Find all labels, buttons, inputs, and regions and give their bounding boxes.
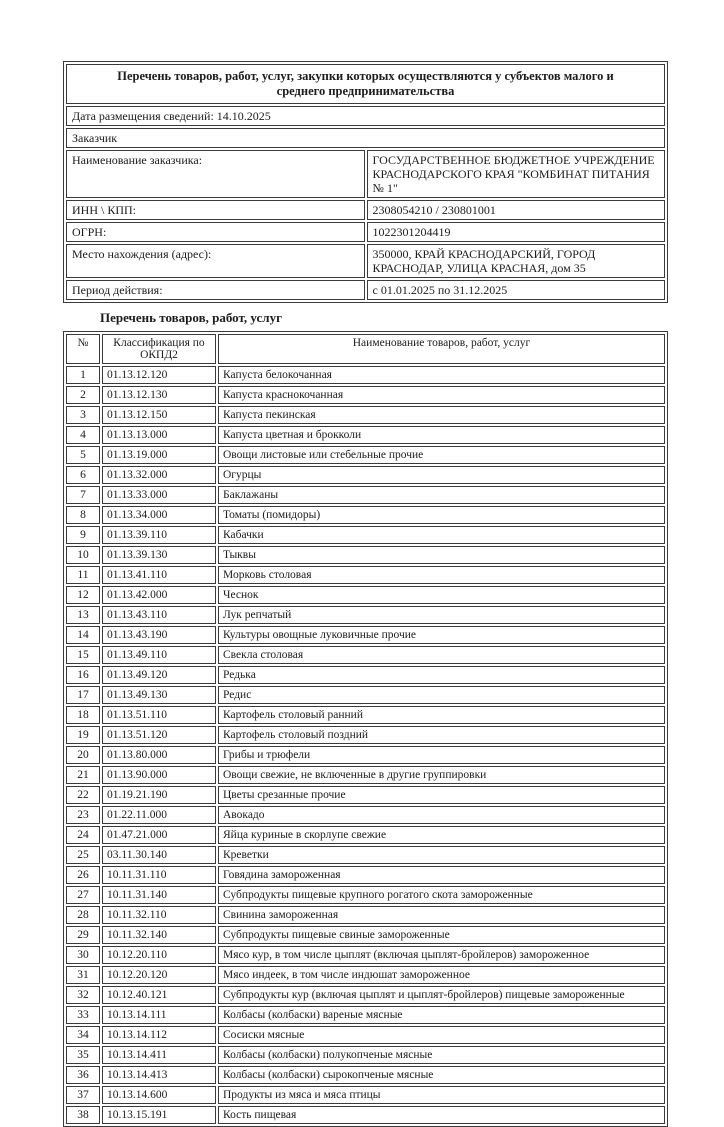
item-name: Свекла столовая xyxy=(218,646,665,664)
item-name: Редька xyxy=(218,666,665,684)
item-row xyxy=(66,926,665,944)
item-number: 30 xyxy=(66,946,100,964)
item-row xyxy=(66,386,665,404)
item-number: 1 xyxy=(66,366,100,384)
item-number: 9 xyxy=(66,526,100,544)
item-okpd2-code: 10.12.20.120 xyxy=(102,966,216,984)
items-table-body xyxy=(66,366,665,1124)
item-row xyxy=(66,826,665,844)
item-row xyxy=(66,726,665,744)
item-name: Капуста пекинская xyxy=(218,406,665,424)
item-row xyxy=(66,606,665,624)
item-row xyxy=(66,866,665,884)
item-row xyxy=(66,506,665,524)
item-row xyxy=(66,1006,665,1024)
item-okpd2-code: 03.11.30.140 xyxy=(102,846,216,864)
item-name: Авокадо xyxy=(218,806,665,824)
item-number: 32 xyxy=(66,986,100,1004)
item-okpd2-code: 10.13.14.112 xyxy=(102,1026,216,1044)
item-name: Кость пищевая xyxy=(218,1106,665,1124)
info-label: Место нахождения (адрес): xyxy=(66,244,365,278)
item-row xyxy=(66,446,665,464)
item-row xyxy=(66,1066,665,1084)
item-number: 10 xyxy=(66,546,100,564)
item-number: 17 xyxy=(66,686,100,704)
item-row xyxy=(66,466,665,484)
item-row xyxy=(66,546,665,564)
item-name: Мясо кур, в том числе цыплят (включая цыплят-бройлеров) замороженное xyxy=(218,946,665,964)
item-okpd2-code: 01.13.42.000 xyxy=(102,586,216,604)
item-okpd2-code: 01.13.12.130 xyxy=(102,386,216,404)
info-value: с 01.01.2025 по 31.12.2025 xyxy=(367,280,666,300)
item-okpd2-code: 01.13.43.190 xyxy=(102,626,216,644)
item-row xyxy=(66,886,665,904)
item-okpd2-code: 01.47.21.000 xyxy=(102,826,216,844)
item-okpd2-code: 01.13.49.130 xyxy=(102,686,216,704)
info-row xyxy=(66,280,665,300)
info-text: Дата размещения сведений: 14.10.2025 xyxy=(66,106,665,126)
info-label: Наименование заказчика: xyxy=(66,150,365,198)
item-row xyxy=(66,566,665,584)
item-name: Культуры овощные луковичные прочие xyxy=(218,626,665,644)
item-number: 6 xyxy=(66,466,100,484)
item-row xyxy=(66,746,665,764)
item-number: 31 xyxy=(66,966,100,984)
info-row xyxy=(66,106,665,126)
item-okpd2-code: 01.13.80.000 xyxy=(102,746,216,764)
item-name: Свинина замороженная xyxy=(218,906,665,924)
item-row xyxy=(66,626,665,644)
item-name: Редис xyxy=(218,686,665,704)
item-number: 24 xyxy=(66,826,100,844)
item-okpd2-code: 01.13.32.000 xyxy=(102,466,216,484)
item-number: 26 xyxy=(66,866,100,884)
item-number: 8 xyxy=(66,506,100,524)
item-row xyxy=(66,946,665,964)
item-number: 38 xyxy=(66,1106,100,1124)
info-value: ГОСУДАРСТВЕННОЕ БЮДЖЕТНОЕ УЧРЕЖДЕНИЕ КРАСНОДАРСКОГО КРАЯ "КОМБИНАТ ПИТАНИЯ № 1" xyxy=(367,150,666,198)
info-row xyxy=(66,128,665,148)
item-number: 3 xyxy=(66,406,100,424)
item-name: Субпродукты пищевые крупного рогатого скота замороженные xyxy=(218,886,665,904)
item-number: 21 xyxy=(66,766,100,784)
info-value: 350000, КРАЙ КРАСНОДАРСКИЙ, ГОРОД КРАСНОДАР, УЛИЦА КРАСНАЯ, дом 35 xyxy=(367,244,666,278)
item-number: 11 xyxy=(66,566,100,584)
item-okpd2-code: 01.13.12.150 xyxy=(102,406,216,424)
column-header-name: Наименование товаров, работ, услуг xyxy=(218,334,665,364)
item-okpd2-code: 01.13.12.120 xyxy=(102,366,216,384)
item-number: 5 xyxy=(66,446,100,464)
item-row xyxy=(66,986,665,1004)
info-value: 1022301204419 xyxy=(367,222,666,242)
item-name: Баклажаны xyxy=(218,486,665,504)
section-heading: Перечень товаров, работ, услуг xyxy=(100,310,282,325)
item-okpd2-code: 01.13.34.000 xyxy=(102,506,216,524)
info-value: 2308054210 / 230801001 xyxy=(367,200,666,220)
item-number: 19 xyxy=(66,726,100,744)
item-name: Капуста цветная и брокколи xyxy=(218,426,665,444)
item-name: Колбасы (колбаски) вареные мясные xyxy=(218,1006,665,1024)
item-row xyxy=(66,786,665,804)
item-okpd2-code: 10.13.14.413 xyxy=(102,1066,216,1084)
info-text: Заказчик xyxy=(66,128,665,148)
item-row xyxy=(66,1026,665,1044)
info-table xyxy=(63,61,668,303)
item-row xyxy=(66,1106,665,1124)
item-name: Овощи свежие, не включенные в другие группировки xyxy=(218,766,665,784)
item-okpd2-code: 10.12.40.121 xyxy=(102,986,216,1004)
item-number: 22 xyxy=(66,786,100,804)
item-okpd2-code: 10.11.32.110 xyxy=(102,906,216,924)
item-okpd2-code: 01.13.33.000 xyxy=(102,486,216,504)
item-okpd2-code: 10.13.14.600 xyxy=(102,1086,216,1104)
item-name: Картофель столовый ранний xyxy=(218,706,665,724)
item-name: Лук репчатый xyxy=(218,606,665,624)
item-okpd2-code: 10.11.31.140 xyxy=(102,886,216,904)
item-name: Капуста краснокочанная xyxy=(218,386,665,404)
item-number: 7 xyxy=(66,486,100,504)
item-number: 12 xyxy=(66,586,100,604)
document-title: Перечень товаров, работ, услуг, закупки которых осуществляются у субъектов малого и среднего предпринимательства xyxy=(66,64,665,104)
item-okpd2-code: 01.13.41.110 xyxy=(102,566,216,584)
item-okpd2-code: 10.13.14.111 xyxy=(102,1006,216,1024)
item-okpd2-code: 01.13.39.130 xyxy=(102,546,216,564)
item-okpd2-code: 01.13.51.120 xyxy=(102,726,216,744)
item-number: 35 xyxy=(66,1046,100,1064)
item-okpd2-code: 01.13.49.120 xyxy=(102,666,216,684)
item-row xyxy=(66,666,665,684)
item-okpd2-code: 10.11.32.140 xyxy=(102,926,216,944)
item-name: Морковь столовая xyxy=(218,566,665,584)
item-okpd2-code: 01.13.43.110 xyxy=(102,606,216,624)
info-label: Период действия: xyxy=(66,280,365,300)
info-label: ОГРН: xyxy=(66,222,365,242)
item-name: Говядина замороженная xyxy=(218,866,665,884)
info-row xyxy=(66,200,665,220)
item-name: Сосиски мясные xyxy=(218,1026,665,1044)
column-header-number: № xyxy=(66,334,100,364)
item-number: 15 xyxy=(66,646,100,664)
item-row xyxy=(66,1046,665,1064)
info-table-body xyxy=(66,64,665,300)
item-number: 27 xyxy=(66,886,100,904)
item-number: 4 xyxy=(66,426,100,444)
item-row xyxy=(66,686,665,704)
item-name: Цветы срезанные прочие xyxy=(218,786,665,804)
item-name: Яйца куриные в скорлупе свежие xyxy=(218,826,665,844)
item-row xyxy=(66,366,665,384)
items-header-row xyxy=(66,334,665,364)
item-number: 14 xyxy=(66,626,100,644)
info-title-row xyxy=(66,64,665,104)
item-row xyxy=(66,706,665,724)
info-row xyxy=(66,222,665,242)
item-okpd2-code: 01.13.19.000 xyxy=(102,446,216,464)
item-number: 28 xyxy=(66,906,100,924)
item-okpd2-code: 10.13.14.411 xyxy=(102,1046,216,1064)
item-okpd2-code: 01.13.39.110 xyxy=(102,526,216,544)
item-name: Капуста белокочанная xyxy=(218,366,665,384)
item-row xyxy=(66,586,665,604)
item-number: 29 xyxy=(66,926,100,944)
item-okpd2-code: 01.13.49.110 xyxy=(102,646,216,664)
item-row xyxy=(66,966,665,984)
item-okpd2-code: 01.22.11.000 xyxy=(102,806,216,824)
item-row xyxy=(66,646,665,664)
item-row xyxy=(66,806,665,824)
item-number: 20 xyxy=(66,746,100,764)
info-row xyxy=(66,244,665,278)
item-name: Субпродукты пищевые свиные замороженные xyxy=(218,926,665,944)
item-number: 16 xyxy=(66,666,100,684)
item-name: Огурцы xyxy=(218,466,665,484)
item-row xyxy=(66,766,665,784)
item-number: 33 xyxy=(66,1006,100,1024)
item-name: Продукты из мяса и мяса птицы xyxy=(218,1086,665,1104)
item-number: 36 xyxy=(66,1066,100,1084)
item-okpd2-code: 01.13.13.000 xyxy=(102,426,216,444)
item-name: Колбасы (колбаски) полукопченые мясные xyxy=(218,1046,665,1064)
item-okpd2-code: 01.13.51.110 xyxy=(102,706,216,724)
item-name: Картофель столовый поздний xyxy=(218,726,665,744)
item-name: Мясо индеек, в том числе индюшат замороженное xyxy=(218,966,665,984)
item-name: Грибы и трюфели xyxy=(218,746,665,764)
item-okpd2-code: 10.11.31.110 xyxy=(102,866,216,884)
item-okpd2-code: 10.13.15.191 xyxy=(102,1106,216,1124)
item-name: Креветки xyxy=(218,846,665,864)
item-number: 37 xyxy=(66,1086,100,1104)
item-row xyxy=(66,846,665,864)
item-name: Овощи листовые или стебельные прочие xyxy=(218,446,665,464)
item-name: Субпродукты кур (включая цыплят и цыплят-бройлеров) пищевые замороженные xyxy=(218,986,665,1004)
item-name: Томаты (помидоры) xyxy=(218,506,665,524)
item-number: 23 xyxy=(66,806,100,824)
item-number: 34 xyxy=(66,1026,100,1044)
item-row xyxy=(66,1086,665,1104)
item-row xyxy=(66,406,665,424)
item-number: 13 xyxy=(66,606,100,624)
item-name: Чеснок xyxy=(218,586,665,604)
item-number: 18 xyxy=(66,706,100,724)
item-number: 2 xyxy=(66,386,100,404)
item-row xyxy=(66,526,665,544)
item-name: Кабачки xyxy=(218,526,665,544)
item-name: Колбасы (колбаски) сырокопченые мясные xyxy=(218,1066,665,1084)
item-name: Тыквы xyxy=(218,546,665,564)
item-row xyxy=(66,426,665,444)
item-okpd2-code: 01.19.21.190 xyxy=(102,786,216,804)
item-number: 25 xyxy=(66,846,100,864)
info-row xyxy=(66,150,665,198)
item-okpd2-code: 01.13.90.000 xyxy=(102,766,216,784)
item-row xyxy=(66,906,665,924)
item-okpd2-code: 10.12.20.110 xyxy=(102,946,216,964)
item-row xyxy=(66,486,665,504)
column-header-classification: Классификация по ОКПД2 xyxy=(102,334,216,364)
items-table xyxy=(63,331,668,1127)
info-label: ИНН \ КПП: xyxy=(66,200,365,220)
